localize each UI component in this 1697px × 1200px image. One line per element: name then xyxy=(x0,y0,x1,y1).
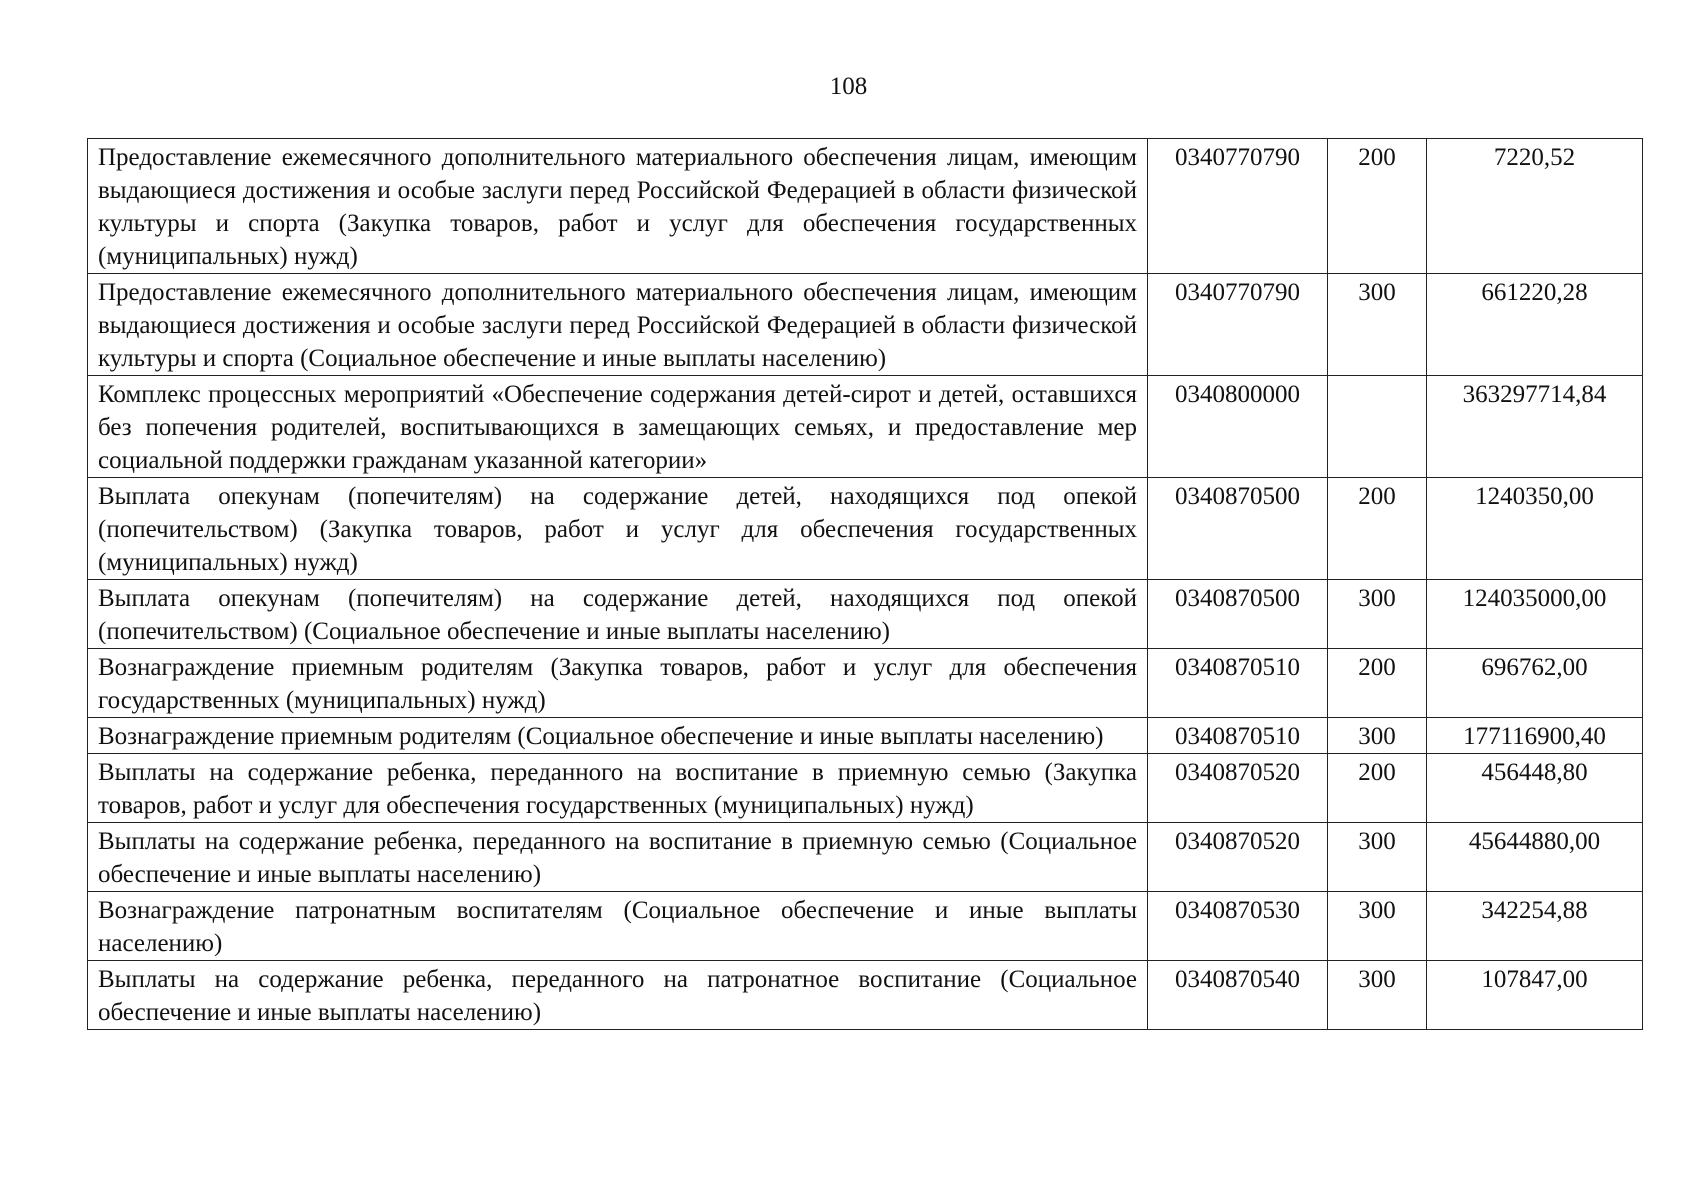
page-number: 108 xyxy=(829,73,868,100)
row-sum: 661220,28 xyxy=(1427,274,1643,376)
row-name: Комплекс процессных мероприятий «Обеспечение содержания детей-сирот и детей, оставшихся без попечения родителей, воспитывающихся в замещающих семьях, и предоставление мер социальной поддержки гражданам указанной категории» xyxy=(88,376,1148,478)
row-name: Предоставление ежемесячного дополнительного материального обеспечения лицам, имеющим выдающиеся достижения и особые заслуги перед Российской Федерацией в области физической культуры и спорта (Социальное обеспечение и иные выплаты населению) xyxy=(88,274,1148,376)
row-name: Предоставление ежемесячного дополнительного материального обеспечения лицам, имеющим выдающиеся достижения и особые заслуги перед Российской Федерацией в области физической культуры и спорта (Закупка товаров, работ и услуг для обеспечения государственных (муниципальных) нужд) xyxy=(88,139,1148,274)
row-type: 300 xyxy=(1328,718,1427,754)
row-sum: 696762,00 xyxy=(1427,649,1643,718)
row-sum: 124035000,00 xyxy=(1427,580,1643,649)
row-code: 0340870500 xyxy=(1148,478,1328,580)
row-type: 300 xyxy=(1328,580,1427,649)
row-sum: 363297714,84 xyxy=(1427,376,1643,478)
row-type: 300 xyxy=(1328,274,1427,376)
row-sum: 456448,80 xyxy=(1427,754,1643,823)
row-code: 0340870500 xyxy=(1148,580,1328,649)
row-sum: 1240350,00 xyxy=(1427,478,1643,580)
row-code: 0340800000 xyxy=(1148,376,1328,478)
row-code: 0340870540 xyxy=(1148,961,1328,1030)
row-type: 200 xyxy=(1328,754,1427,823)
row-type: 200 xyxy=(1328,649,1427,718)
row-sum: 342254,88 xyxy=(1427,892,1643,961)
table-row xyxy=(88,961,1643,1030)
table-row xyxy=(88,139,1643,274)
row-code: 0340770790 xyxy=(1148,139,1328,274)
row-code: 0340870520 xyxy=(1148,754,1328,823)
row-code: 0340870520 xyxy=(1148,823,1328,892)
row-name: Выплаты на содержание ребенка, переданного на патронатное воспитание (Социальное обеспечение и иные выплаты населению) xyxy=(88,961,1148,1030)
row-sum: 7220,52 xyxy=(1427,139,1643,274)
row-code: 0340770790 xyxy=(1148,274,1328,376)
table-row xyxy=(88,478,1643,580)
table-row xyxy=(88,649,1643,718)
row-name: Вознаграждение патронатным воспитателям (Социальное обеспечение и иные выплаты населению) xyxy=(88,892,1148,961)
row-sum: 45644880,00 xyxy=(1427,823,1643,892)
row-code: 0340870530 xyxy=(1148,892,1328,961)
row-name: Выплаты на содержание ребенка, переданного на воспитание в приемную семью (Социальное обеспечение и иные выплаты населению) xyxy=(88,823,1148,892)
table-row xyxy=(88,718,1643,754)
row-type: 300 xyxy=(1328,892,1427,961)
row-name: Вознаграждение приемным родителям (Закупка товаров, работ и услуг для обеспечения государственных (муниципальных) нужд) xyxy=(88,649,1148,718)
row-type: 300 xyxy=(1328,961,1427,1030)
row-type: 300 xyxy=(1328,823,1427,892)
row-name: Выплата опекунам (попечителям) на содержание детей, находящихся под опекой (попечительством) (Закупка товаров, работ и услуг для обеспечения государственных (муниципальных) нужд) xyxy=(88,478,1148,580)
table-row xyxy=(88,580,1643,649)
row-name: Выплаты на содержание ребенка, переданного на воспитание в приемную семью (Закупка товаров, работ и услуг для обеспечения государственных (муниципальных) нужд) xyxy=(88,754,1148,823)
row-sum: 107847,00 xyxy=(1427,961,1643,1030)
budget-table xyxy=(87,138,1643,1030)
row-type: 200 xyxy=(1328,139,1427,274)
row-code: 0340870510 xyxy=(1148,649,1328,718)
row-code: 0340870510 xyxy=(1148,718,1328,754)
table-row xyxy=(88,892,1643,961)
row-type: 200 xyxy=(1328,478,1427,580)
row-name: Вознаграждение приемным родителям (Социальное обеспечение и иные выплаты населению) xyxy=(88,718,1148,754)
table-row xyxy=(88,376,1643,478)
row-sum: 177116900,40 xyxy=(1427,718,1643,754)
row-type xyxy=(1328,376,1427,478)
table-row xyxy=(88,274,1643,376)
table-row xyxy=(88,754,1643,823)
row-name: Выплата опекунам (попечителям) на содержание детей, находящихся под опекой (попечительством) (Социальное обеспечение и иные выплаты населению) xyxy=(88,580,1148,649)
table-row xyxy=(88,823,1643,892)
